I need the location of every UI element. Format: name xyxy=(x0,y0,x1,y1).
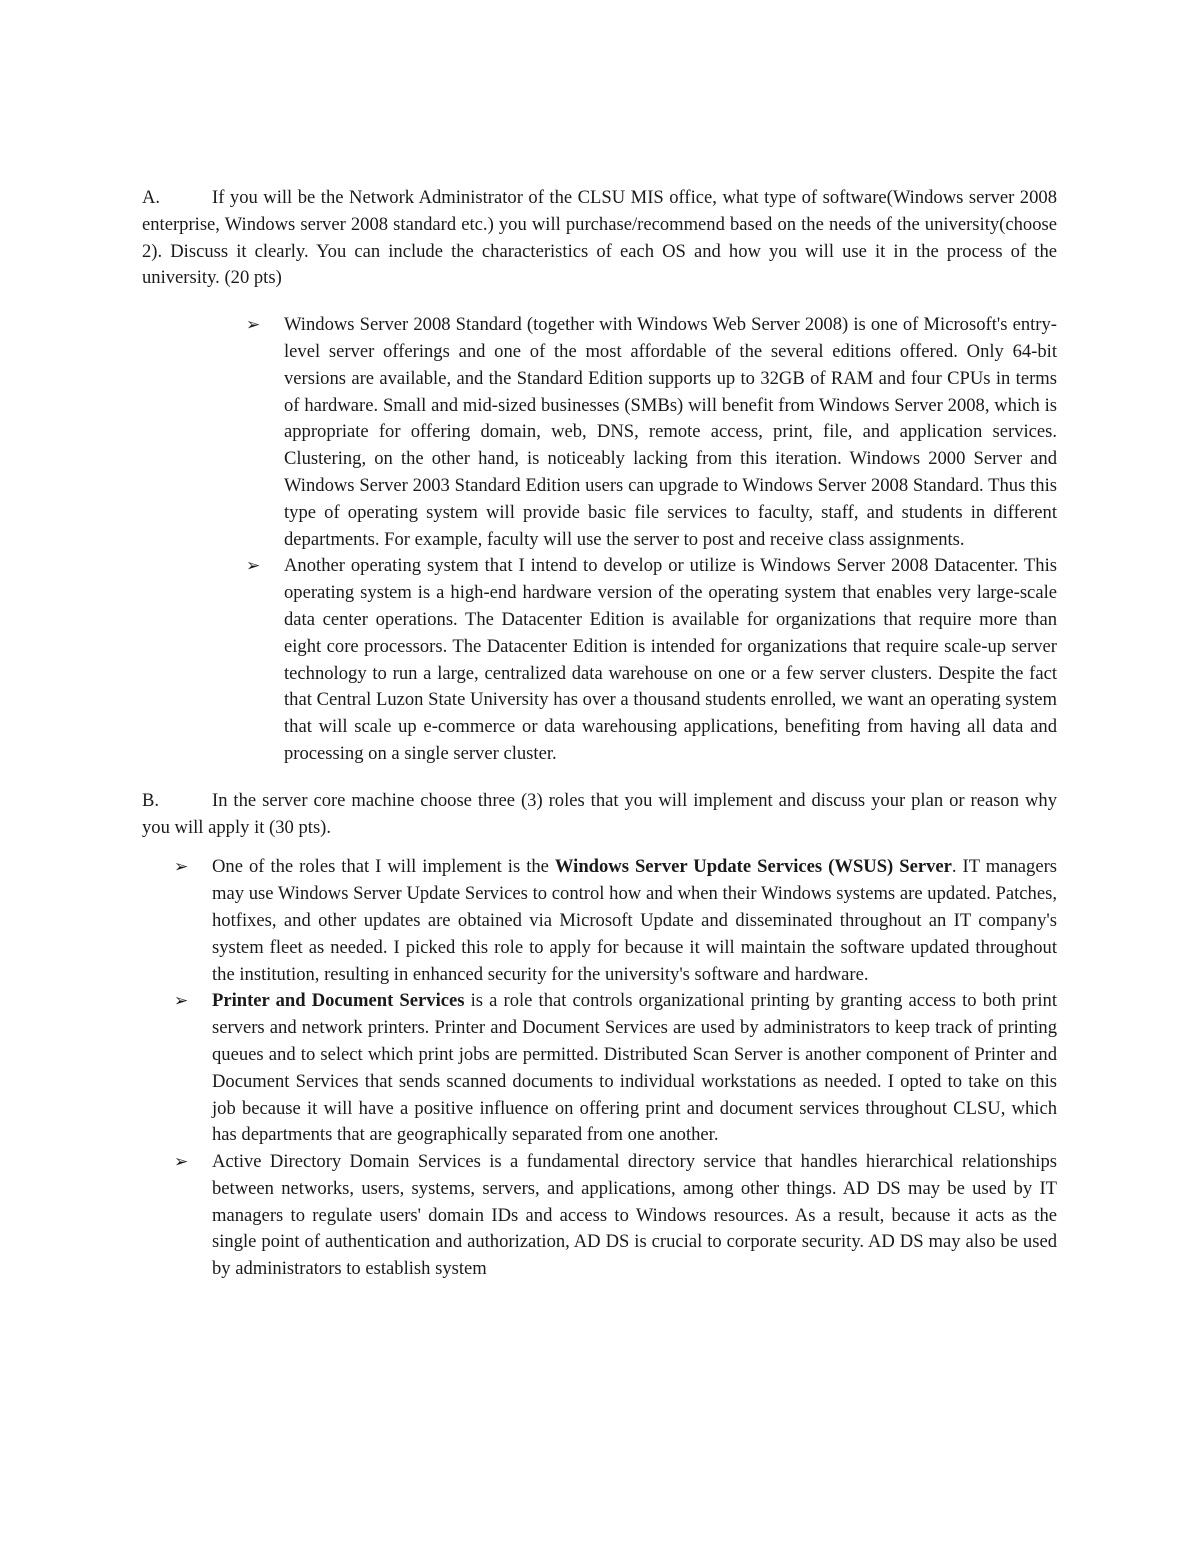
arrowhead-bullet-icon: ➢ xyxy=(174,991,189,1012)
arrowhead-bullet-icon: ➢ xyxy=(246,315,261,336)
question-b-text: In the server core machine choose three (3) roles that you will implement and discuss your plan or reason why you will apply it (30 pts). xyxy=(142,789,1057,838)
arrowhead-bullet-icon: ➢ xyxy=(174,1152,189,1173)
answer-b-item-3-lead: Active Directory Domain Services is a fundamental directory service that handles hierarchical relationships between networks, users, systems, servers, and applications, among other things. AD DS may be used by IT managers to regulate users' domain IDs and access to Windows resources. As a result, because it acts as the single point of authentication and authorization, AD DS is crucial to corporate security. AD DS may also be used by administrators to establish system xyxy=(212,1151,1057,1280)
answer-b-item-1-rest: . IT managers may use Windows Server Update Services to control how and when their Windows systems are updated. Patches, hotfixes, and other updates are obtained via Microsoft Update and disseminated throughout an IT company's system fleet as needed. I picked this role to apply for because it will maintain the software updated throughout the institution, resulting in enhanced security for the university's software and hardware. xyxy=(212,856,1057,985)
answer-a-list xyxy=(246,312,1057,768)
arrowhead-bullet-icon: ➢ xyxy=(246,556,261,577)
answer-b-item-2-text xyxy=(212,988,1057,1149)
answer-b-item-1-lead: One of the roles that I will implement is the xyxy=(212,856,555,878)
answer-b-list xyxy=(174,854,1057,1283)
answer-b-item-2-rest: is a role that controls organizational printing by granting access to both print servers and network printers. Printer and Document Services are used by administrators to keep track of printing queues and to select which print jobs are permitted. Distributed Scan Server is another component of Printer and Document Services that sends scanned documents to individual workstations as needed. I opted to take on this job because it will have a positive influence on offering print and document services throughout CLSU, which has departments that are geographically separated from one another. xyxy=(212,990,1058,1146)
question-a xyxy=(142,185,1057,292)
answer-b-item-2-bold: Printer and Document Services xyxy=(212,990,465,1012)
list-item xyxy=(174,854,1057,988)
list-item xyxy=(174,988,1057,1149)
question-a-letter: A. xyxy=(142,187,161,208)
question-b-letter: B. xyxy=(142,789,160,811)
answer-b-item-3-text xyxy=(212,1149,1057,1283)
list-item xyxy=(174,1149,1057,1283)
answer-b-item-1-bold: Windows Server Update Services (WSUS) Server xyxy=(554,856,952,878)
question-b xyxy=(142,788,1057,842)
answer-b-item-1-text xyxy=(212,854,1057,988)
list-item xyxy=(246,312,1057,553)
list-item xyxy=(246,553,1057,767)
answer-a-item-1-text: Windows Server 2008 Standard (together with Windows Web Server 2008) is one of Microsoft's entry-level server offerings and one of the most affordable of the several editions offered. Only 64-bit versions are available, and the Standard Edition supports up to 32GB of RAM and four CPUs in terms of hardware. Small and mid-sized businesses (SMBs) will benefit from Windows Server 2008, which is appropriate for offering domain, web, DNS, remote access, print, file, and application services. Clustering, on the other hand, is noticeably lacking from this iteration. Windows 2000 Server and Windows Server 2003 Standard Edition users can upgrade to Windows Server 2008 Standard. Thus this type of operating system will provide basic file services to faculty, staff, and students in different departments. For example, faculty will use the server to post and receive class assignments. xyxy=(284,314,1057,550)
arrowhead-bullet-icon: ➢ xyxy=(174,857,189,878)
answer-a-item-2-text: Another operating system that I intend to develop or utilize is Windows Server 2008 Datacenter. This operating system is a high-end hardware version of the operating system that enables very large-scale data center operations. The Datacenter Edition is available for organizations that require more than eight core processors. The Datacenter Edition is intended for organizations that require scale-up server technology to run a large, centralized data warehouse on one or a few server clusters. Despite the fact that Central Luzon State University has over a thousand students enrolled, we want an operating system that will scale up e-commerce or data warehousing applications, benefiting from having all data and processing on a single server cluster. xyxy=(284,555,1057,764)
document-page xyxy=(142,185,1057,1283)
question-a-text: If you will be the Network Administrator of the CLSU MIS office, what type of software(Windows server 2008 enterprise, Windows server 2008 standard etc.) you will purchase/recommend based on the needs of the university(choose 2). Discuss it clearly. You can include the characteristics of each OS and how you will use it in the process of the university. (20 pts) xyxy=(142,187,1057,289)
